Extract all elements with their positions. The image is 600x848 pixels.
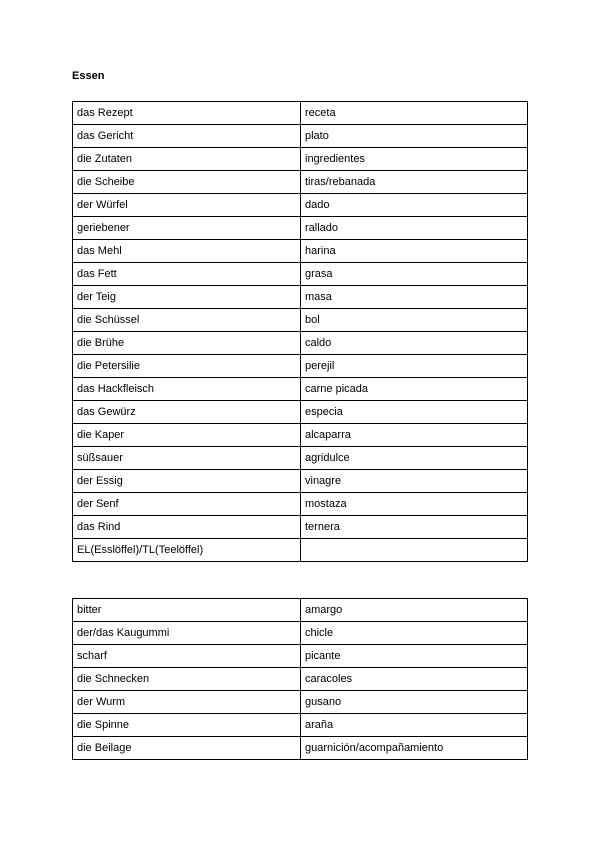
table-row <box>73 401 528 424</box>
german-term-cell: die Kaper <box>73 424 301 447</box>
table-row <box>73 286 528 309</box>
spanish-term-cell: ingredientes <box>301 148 528 171</box>
german-term-cell: süßsauer <box>73 447 301 470</box>
table-row <box>73 378 528 401</box>
table-row <box>73 125 528 148</box>
spanish-term-cell: masa <box>301 286 528 309</box>
spanish-term-cell: araña <box>301 714 528 737</box>
page-title: Essen <box>72 70 105 82</box>
table-row <box>73 622 528 645</box>
table-row <box>73 691 528 714</box>
table-row <box>73 668 528 691</box>
table-row <box>73 171 528 194</box>
table-row <box>73 240 528 263</box>
german-term-cell: der Würfel <box>73 194 301 217</box>
german-term-cell: das Gewürz <box>73 401 301 424</box>
table-row <box>73 102 528 125</box>
table-row <box>73 470 528 493</box>
table-row <box>73 737 528 760</box>
table-row <box>73 148 528 171</box>
table-row <box>73 493 528 516</box>
spanish-term-cell: caracoles <box>301 668 528 691</box>
table-row <box>73 355 528 378</box>
spanish-term-cell: perejil <box>301 355 528 378</box>
table-row <box>73 217 528 240</box>
spanish-term-cell: gusano <box>301 691 528 714</box>
spanish-term-cell: agridulce <box>301 447 528 470</box>
spanish-term-cell: amargo <box>301 599 528 622</box>
spanish-term-cell: receta <box>301 102 528 125</box>
german-term-cell: die Zutaten <box>73 148 301 171</box>
table-row <box>73 599 528 622</box>
german-term-cell: das Mehl <box>73 240 301 263</box>
german-term-cell: das Hackfleisch <box>73 378 301 401</box>
german-term-cell: der Wurm <box>73 691 301 714</box>
spanish-term-cell: especia <box>301 401 528 424</box>
table-row <box>73 309 528 332</box>
table-row <box>73 645 528 668</box>
spanish-term-cell: chicle <box>301 622 528 645</box>
german-term-cell: der Teig <box>73 286 301 309</box>
german-term-cell: die Spinne <box>73 714 301 737</box>
german-term-cell: EL(Esslöffel)/TL(Teelöffel) <box>73 539 301 562</box>
german-term-cell: die Brühe <box>73 332 301 355</box>
german-term-cell: bitter <box>73 599 301 622</box>
german-term-cell: die Petersilie <box>73 355 301 378</box>
german-term-cell: der Essig <box>73 470 301 493</box>
vocabulary-table-2 <box>72 598 528 760</box>
table-row <box>73 263 528 286</box>
spanish-term-cell: rallado <box>301 217 528 240</box>
spanish-term-cell: bol <box>301 309 528 332</box>
german-term-cell: das Rind <box>73 516 301 539</box>
table-row <box>73 539 528 562</box>
vocabulary-table-1 <box>72 101 528 562</box>
spanish-term-cell: guarnición/acompañamiento <box>301 737 528 760</box>
spanish-term-cell: ternera <box>301 516 528 539</box>
german-term-cell: das Fett <box>73 263 301 286</box>
spanish-term-cell: tiras/rebanada <box>301 171 528 194</box>
german-term-cell: die Beilage <box>73 737 301 760</box>
table-row <box>73 714 528 737</box>
spanish-term-cell: vinagre <box>301 470 528 493</box>
german-term-cell: das Gericht <box>73 125 301 148</box>
spanish-term-cell: caldo <box>301 332 528 355</box>
german-term-cell: der Senf <box>73 493 301 516</box>
german-term-cell: geriebener <box>73 217 301 240</box>
spanish-term-cell: picante <box>301 645 528 668</box>
german-term-cell: der/das Kaugummi <box>73 622 301 645</box>
spanish-term-cell: plato <box>301 125 528 148</box>
spanish-term-cell: mostaza <box>301 493 528 516</box>
table-row <box>73 424 528 447</box>
german-term-cell: das Rezept <box>73 102 301 125</box>
german-term-cell: scharf <box>73 645 301 668</box>
table-row <box>73 516 528 539</box>
table-row <box>73 194 528 217</box>
german-term-cell: die Schnecken <box>73 668 301 691</box>
german-term-cell: die Scheibe <box>73 171 301 194</box>
spanish-term-cell: grasa <box>301 263 528 286</box>
table-row <box>73 447 528 470</box>
spanish-term-cell: carne picada <box>301 378 528 401</box>
spanish-term-cell: alcaparra <box>301 424 528 447</box>
spanish-term-cell: dado <box>301 194 528 217</box>
german-term-cell: die Schüssel <box>73 309 301 332</box>
table-row <box>73 332 528 355</box>
spanish-term-cell: harina <box>301 240 528 263</box>
spanish-term-cell <box>301 539 528 562</box>
